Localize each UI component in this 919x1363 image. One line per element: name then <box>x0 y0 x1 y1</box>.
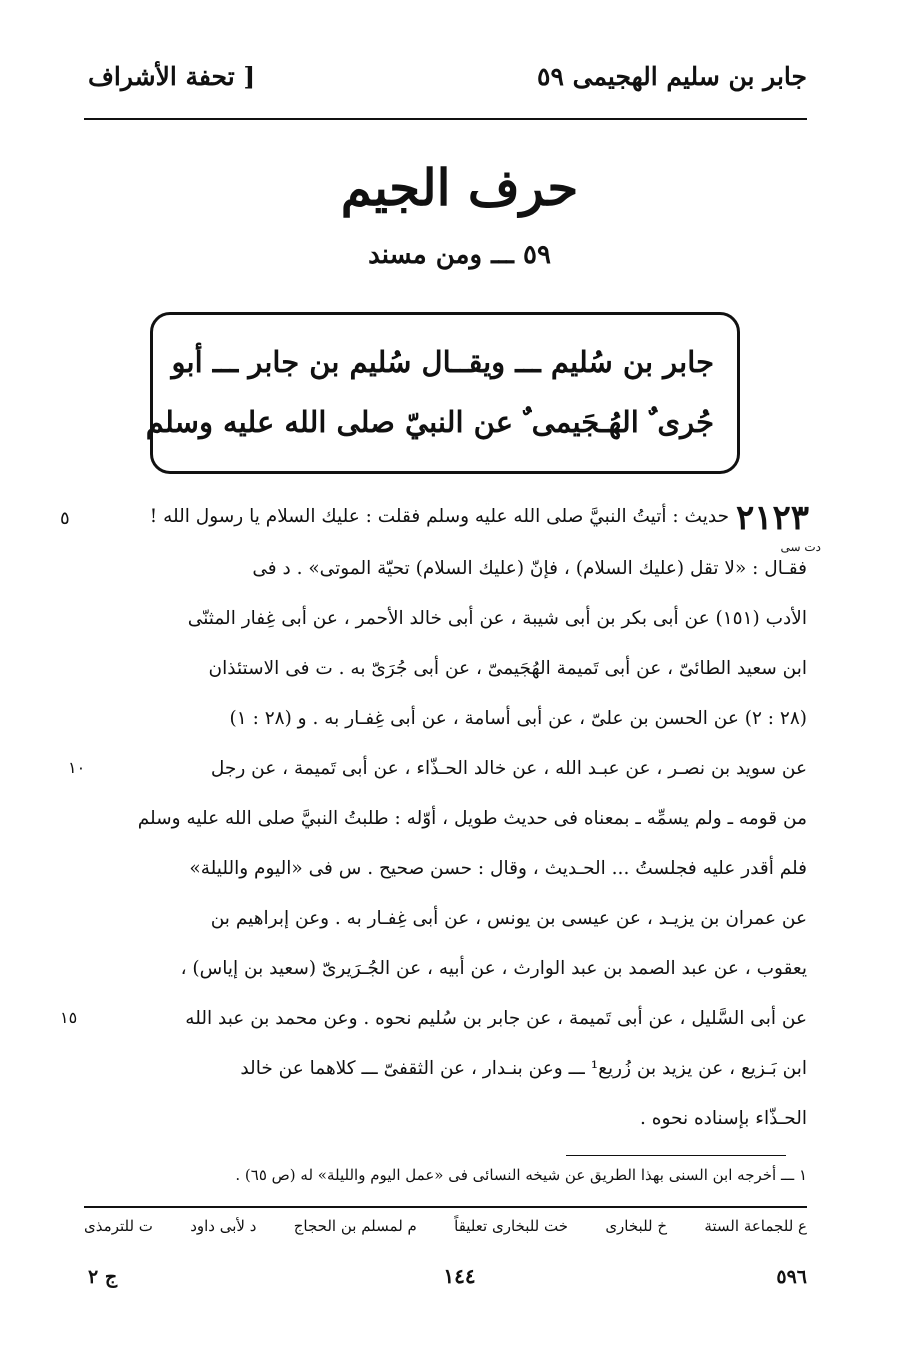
body-line-11: عن أبى السَّليل ، عن أبى تَميمة ، عن جابر بن سُليم نحوه . وعن محمد بن عبد الله <box>185 1008 807 1029</box>
body-line-7: من قومه ـ ولم يسمِّه ـ بمعناه فى حديث طويل ، أوّله : طلبتُ النبيَّ صلى الله عليه وسلم <box>137 808 807 829</box>
body-line-6: عن سويد بن نصـر ، عن عبـد الله ، عن خالد الحـذّاء ، عن أبى تَميمة ، عن رجل <box>210 758 807 779</box>
sigla-rule <box>84 1206 807 1208</box>
line-number-15: ١٥ <box>60 1008 78 1027</box>
line-number-10: ١٠ <box>68 758 86 777</box>
siglum-tirmidhi: ت للترمذى <box>84 1217 153 1235</box>
siglum-jamaa: ع للجماعة الستة <box>704 1217 807 1235</box>
section-subtitle: ٥٩ ـــ ومن مسند <box>368 240 551 270</box>
body-line-3: الأدب (١٥١) عن أبى بكر بن أبى شيبة ، عن أبى خالد الأحمر ، عن أبى غِفار المثنّى <box>187 608 807 629</box>
volume-number: ج ٢ <box>88 1266 118 1288</box>
body-line-12: ابن بَـزيع ، عن يزيد بن زُريع¹ ـــ وعن بنـدار ، عن الثقفىّ ـــ كلاهما عن خالد <box>240 1058 807 1079</box>
body-line-2: فقـال : «لا تقل (عليك السلام) ، فإنّ (عليك السلام) تحيّة الموتى» . د فى <box>252 558 807 579</box>
body-line-9: عن عمران بن يزيـد ، عن عيسى بن يونس ، عن أبى غِفـار به . وعن إبراهيم بن <box>210 908 807 929</box>
footnote: ١ ـــ أخرجه ابن السنى بهذا الطريق عن شيخه النسائى فى «عمل اليوم والليلة» له (ص ٦٥) . <box>235 1166 807 1184</box>
siglum-bukhari: خ للبخارى <box>605 1217 668 1235</box>
body-line-5: (٢٨ : ٢) عن الحسن بن علىّ ، عن أبى أسامة ، عن أبى غِفـار به . و (٢٨ : ١) <box>229 708 807 729</box>
section-title: حرف الجيم <box>340 158 579 217</box>
page-number: ٥٩٦ <box>776 1266 807 1288</box>
body-line-10: يعقوب ، عن عبد الصمد بن عبد الوارث ، عن أبيه ، عن الجُـرَيرىّ (سعيد بن إياس) ، <box>180 958 807 979</box>
running-header-left: [ تحفة الأشراف <box>88 62 256 91</box>
body-line-8: فلم أقدر عليه فجلستُ ... الحـديث ، وقال : حسن صحيح . س فى «اليوم والليلة» <box>189 858 807 879</box>
footnote-rule <box>566 1155 786 1156</box>
siglum-muslim: م لمسلم بن الحجاج <box>293 1217 417 1235</box>
siglum-abu-dawud: د لأبى داود <box>190 1217 257 1235</box>
signature-number: ١٤٤ <box>443 1264 476 1288</box>
hadith-number: ٢١٢٣ <box>735 498 809 538</box>
sigla-legend <box>84 1217 807 1247</box>
header-rule <box>84 118 807 120</box>
body-line-4: ابن سعيد الطائىّ ، عن أبى تَميمة الهُجَيمىّ ، عن أبى جُرَىّ به . ت فى الاستئذان <box>208 658 807 679</box>
body-line-13: الحـذّاء بإسناده نحوه . <box>640 1108 807 1129</box>
box-line-1: جابر بن سُليم ـــ ويقــال سُليم بن جابر ـــ أبو <box>171 345 714 379</box>
box-line-2: جُرى ٌ الهُـجَيمى ٌ عن النبيّ صلى الله عليه وسلم <box>145 405 714 439</box>
bullet-mark: ٥ <box>60 508 70 529</box>
running-header-right: جابر بن سليم الهجيمى ٥٩ <box>537 62 807 91</box>
margin-sigla: دت سى <box>780 540 821 554</box>
musnad-name-box <box>145 312 740 474</box>
siglum-bukhari-taliq: خت للبخارى تعليقاً <box>454 1217 569 1235</box>
body-line-1: حديث : أتيتُ النبيَّ صلى الله عليه وسلم فقلت : عليك السلام يا رسول الله ! <box>149 506 729 527</box>
